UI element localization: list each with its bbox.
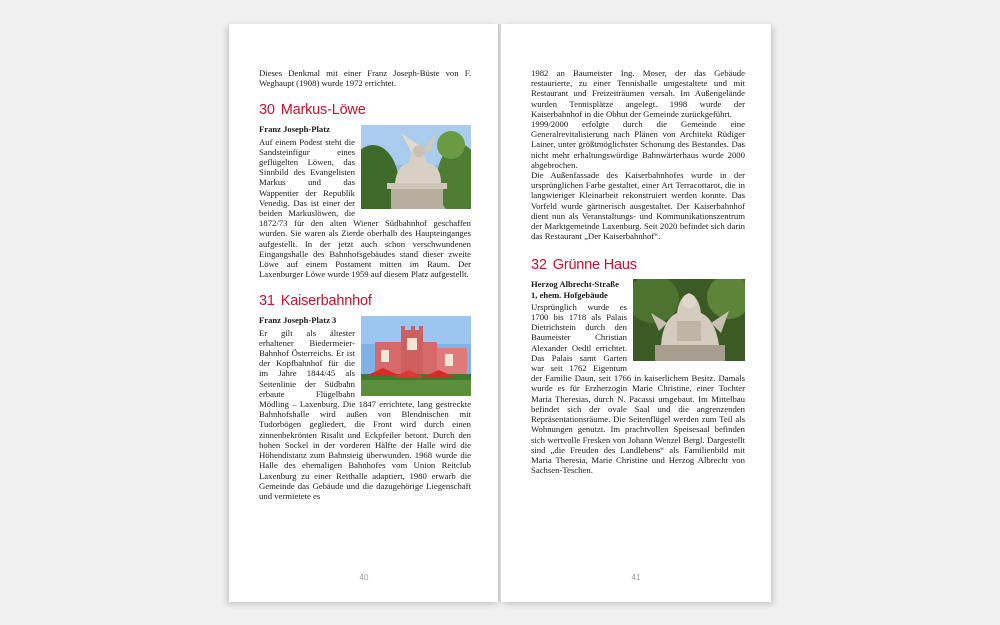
section-number: 31 (259, 293, 275, 310)
section-number: 32 (531, 257, 547, 274)
section-32-heading (531, 257, 745, 273)
section-title: Markus-Löwe (280, 102, 366, 119)
section-title: Grünne Haus (552, 257, 637, 274)
right-page (501, 24, 771, 602)
intro-paragraph: Dieses Denkmal mit einer Franz Joseph-Büste von F. Weghaupt (1908) wurde 1972 errichtet. (259, 68, 471, 89)
section-number: 30 (259, 102, 275, 119)
continuation-paragraph-3: Die Außenfassade des Kaiserbahnhofes wurde in der ursprünglichen Farbe gestaltet, einer Art Terracottarot, die in langwieriger Kleinarbeit rekonstruiert werden konnte. Das Vorfeld wurde gärtnerisch ausgestaltet. Der Kaiserbahnhof dient nun als Veranstaltungs- und Kommunikationszentrum der Marktgemeinde Laxenburg. Seit 2020 befindet sich darin das Restaurant „Der Kaiserbahnhof“. (531, 170, 745, 242)
continuation-paragraph: 1982 an Baumeister Ing. Moser, der das Gebäude restaurierte, zu einer Tennishalle umgestaltete und mit Restaurant und Freizeiträumen versah. Im Außengelände wurden Tennisplätze angelegt. 1998 wurde der Kaiserbahnhof in die Obhut der Gemeinde zurückgeführt. (531, 68, 745, 119)
right-page-content (531, 68, 745, 475)
sculpture-relief-photo (633, 279, 745, 361)
section-30-address: Franz Joseph-Platz (259, 124, 330, 135)
lion-statue-photo (361, 125, 471, 209)
section-32-body: Ursprünglich wurde es 1700 bis 1718 als Palais Dietrichstein durch den Baumeister Christian Alexander Oedtl errichtet. Das Palais samt Garten war seit 1762 Eigentum der Familie Daun, seit 1766 in kaiserlichem Besitz. Damals wurde es für Erzherzogin Marie Christine, einer Tochter Maria Theresias, durch N. Pacassi umgebaut. Im Mittelbau befindet sich der ovale Saal und die angrenzenden Repräsentationsräume. Die Seitenflügel werden zum Teil als Wohnungen genutzt. Im prachtvollen Speisesaal befinden sich wertvolle Fresken von Johann Wenzel Bergl. Dargestellt sind „die Freuden des Landlebens“ als Familienbild mit Maria Theresia, Marie Christine und Herzog Albrecht von Sachsen-Teschen. (531, 301, 745, 476)
section-31-heading (259, 293, 471, 309)
page-number: 40 (359, 573, 369, 582)
station-building-photo (361, 316, 471, 396)
left-page-content (259, 68, 471, 501)
section-31-body: Er gilt als ältester erhaltener Biedermeier-Bahnhof Österreichs. Er ist der Kopfbahnhof für die im Jahre 1844/45 als Seitenlinie der Südbahn erbaute Flügelbahn Mödling – Laxenburg. Die 1847 errichtete, lang gestreckte Bahnhofshalle wird außen von Blendnischen mit Tudorbögen gegliedert, die Front wird durch einen zinnenbekrönten Risalit und Eckpfeiler betont. Durch den hohen Sockel in der vorderen Hälfte der Halle wird die Höhendistanz zum Bahnsteig überwunden. 1968 wurde die Halle des ehemaligen Bahnhofes vom Union Reitclub Laxenburg zu einer Reithalle adaptiert, 1980 erwarb die Gemeinde das Gebäude und die dazugehörige Liegenschaft und vermietete es (259, 327, 471, 501)
section-32-address: Herzog Albrecht-Straße 1, ehem. Hofgebäude (531, 279, 619, 300)
left-page (229, 24, 499, 602)
section-30-heading (259, 102, 471, 118)
page-number: 41 (631, 573, 641, 582)
continuation-paragraph-2: 1999/2000 erfolgte durch die Gemeinde eine Generalrevitalisierung nach Plänen von Architekt Rüdiger Lainer, unter größtmöglichster Schonung des Bestandes. Das nicht mehr erhaltungswürdige Bahnwärterhaus wurde 2000 abgebrochen. (531, 119, 745, 170)
section-30-body: Auf einem Podest steht die Sandsteinfigur eines geflügelten Löwen, das Sinnbild des Evangelisten Markus und das Wappentier der Republik Venedig. Das ist einer der beiden Markuslöwen, die 1872/73 für den alten Wiener Südbahnhof geschaffen wurden. Sie waren als Zierde oberhalb des Haupteinganges aufgestellt. In der jetzt auch schon verschwundenen Eingangshalle des Bahnhofsgebäudes stand dieser zweite Löwe auf einem Postament mitten im Raum. Der Laxenburger Löwe wurde 1959 auf diesem Platz aufgestellt. (259, 136, 471, 280)
book-spread (229, 24, 771, 602)
section-title: Kaiserbahnhof (280, 293, 372, 310)
section-31-address: Franz Joseph-Platz 3 (259, 315, 337, 326)
